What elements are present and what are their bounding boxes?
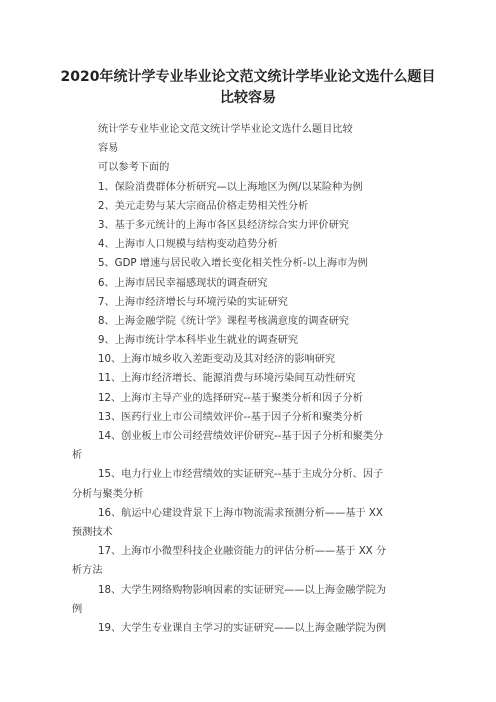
topic-list-item [72,581,426,619]
topic-item-text: 3、基于多元统计的上海市各区县经济综合实力评价研究 [98,219,349,231]
topic-list-item [72,312,426,331]
topic-list-item [72,331,426,350]
topic-item-text: 19、大学生专业课自主学习的实证研究——以上海金融学院为例 [98,622,387,634]
topic-list-item [72,619,426,638]
topic-item-text: 7、上海市经济增长与环境污染的实证研究 [98,296,288,308]
intro-line: 容易 [98,143,119,155]
document-title-line-1: 2020年统计学专业毕业论文范文统计学毕业论文选什么题目 [60,69,436,85]
topic-list-item [72,542,426,580]
topic-item-text: 17、上海市小微型科技企业融资能力的评估分析——基于 XX 分 [98,546,387,558]
topic-list-item [72,216,426,235]
topic-list-item [72,504,426,542]
topic-item-text: 9、上海市统计学本科毕业生就业的调查研究 [98,335,299,347]
topic-list-item [72,350,426,369]
topic-item-text: 10、上海市城乡收入差距变动及其对经济的影响研究 [98,354,336,366]
topic-item-text: 6、上海市居民幸福感现状的调查研究 [98,277,268,289]
topic-list-item [72,274,426,293]
topic-item-text: 1、保险消费群体分析研究—以上海地区为例/以某险种为例 [98,181,363,193]
topic-item-text: 4、上海市人口规模与结构变动趋势分析 [98,239,278,251]
topic-list-item [72,178,426,197]
topic-list [72,178,426,639]
topic-list-item [72,369,426,388]
topic-item-text: 8、上海金融学院《统计学》课程考核满意度的调查研究 [98,315,349,327]
topic-list-item [72,408,426,427]
topic-list-item [72,427,426,465]
document-body [72,120,426,638]
topic-item-text: 16、航运中心建设背景下上海市物流需求预测分析——基于 XX [98,507,383,519]
intro-line: 统计学专业毕业论文范文统计学毕业论文选什么题目比较 [98,124,353,135]
topic-item-text: 12、上海市主导产业的选择研究--基于聚类分析和因子分析 [98,392,363,404]
topic-item-text: 15、电力行业上市经营绩效的实证研究--基于主成分分析、因子 [98,469,384,481]
document-title-line-2: 比较容易 [220,90,276,106]
topic-item-continuation: 预测技术 [72,526,113,538]
intro-line: 可以参考下面的 [98,162,170,174]
topic-item-continuation: 分析与聚类分析 [72,488,144,500]
topic-item-text: 5、GDP 增速与居民收入增长变化相关性分析-以上海市为例 [98,258,368,270]
topic-item-continuation: 析方法 [72,565,103,577]
topic-item-continuation: 析 [72,450,83,462]
topic-list-item [72,197,426,216]
topic-list-item [72,235,426,254]
topic-item-text: 13、医药行业上市公司绩效评价--基于因子分析和聚类分析 [98,411,363,423]
topic-item-text: 14、创业板上市公司经营绩效评价研究--基于因子分析和聚类分 [98,431,384,442]
topic-item-text: 2、美元走势与某大宗商品价格走势相关性分析 [98,200,309,212]
topic-item-continuation: 例 [72,603,83,615]
topic-item-text: 11、上海市经济增长、能源消费与环境污染间互动性研究 [98,373,356,385]
topic-list-item [72,293,426,312]
topic-list-item [72,254,426,273]
topic-list-item [72,465,426,503]
topic-list-item [72,389,426,408]
topic-item-text: 18、大学生网络购物影响因素的实证研究——以上海金融学院为 [98,584,387,596]
